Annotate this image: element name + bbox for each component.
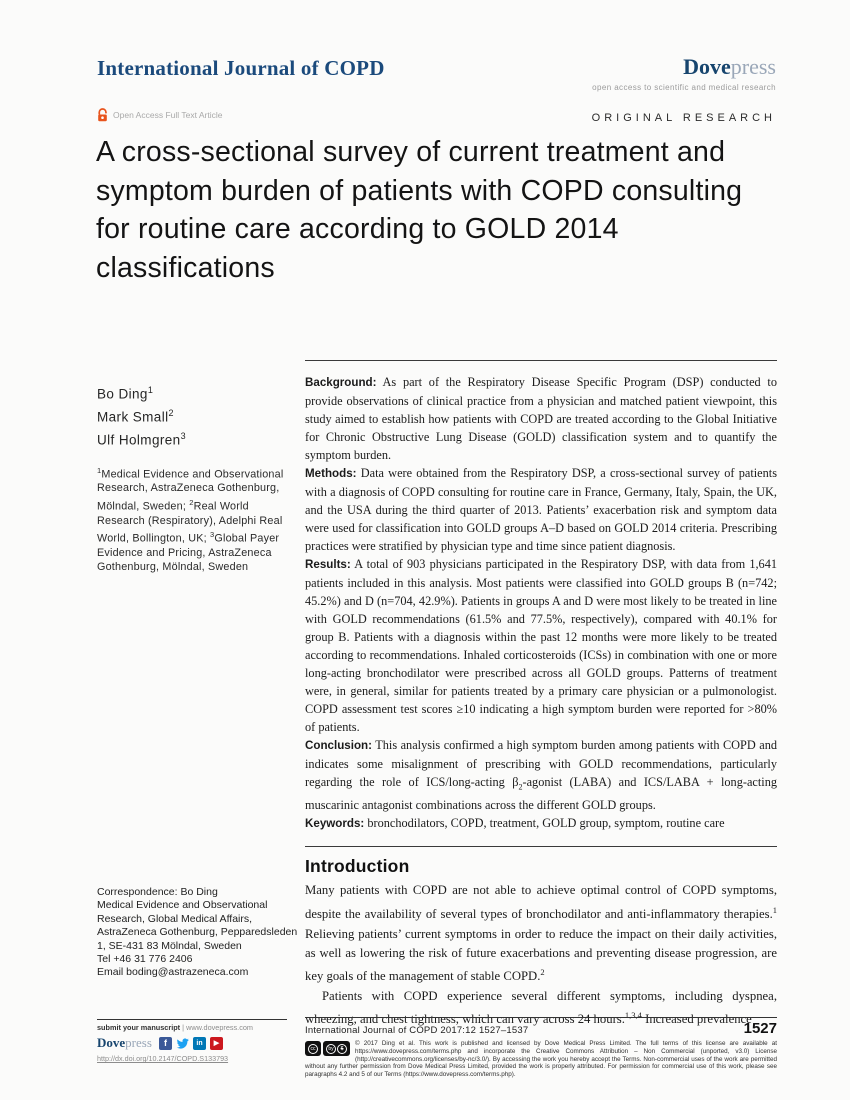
abstract-background: Background: As part of the Respiratory Disease Specific Program (DSP) conducted to provide observations of clinical practice from a physician and matched patient viewpoint, this study aimed to establish how patients with COPD are treated according to the Global Initiative for Chronic Obstructive Lung Disease (GOLD) classification system and to quantify the symptom burden.	[305, 375, 777, 462]
author-name: Ulf Holmgren$^3$	[97, 431, 186, 448]
footer-right	[305, 1017, 777, 1079]
social-icons	[159, 1037, 223, 1050]
cc-license-badges	[305, 1041, 350, 1056]
youtube-icon[interactable]: ▶	[210, 1037, 223, 1050]
publisher-logo-dove: Dove	[683, 54, 731, 79]
publisher-tagline: open access to scientific and medical research	[592, 83, 776, 92]
correspondence-email[interactable]: Email boding@astrazeneca.com	[97, 966, 249, 979]
journal-citation: International Journal of COPD 2017:12 1527–1537	[305, 1025, 529, 1036]
cc-by-nc-icon: by $	[323, 1041, 350, 1056]
twitter-icon[interactable]	[176, 1037, 189, 1050]
doi-link[interactable]: http://dx.doi.org/10.2147/COPD.S133793	[97, 1054, 229, 1063]
citation-row	[305, 1020, 777, 1037]
license-block	[305, 1040, 777, 1079]
author-name: Bo Ding$^1$	[97, 385, 154, 402]
abstract-keywords: Keywords: bronchodilators, COPD, treatment, GOLD group, symptom, routine care	[305, 816, 725, 831]
footer-logo-row	[97, 1035, 287, 1051]
abstract-conclusion: Conclusion: This analysis confirmed a high symptom burden among patients with COPD and indicates some misalignment of prescribing with GOLD recommendations, particularly regarding the role of ICS/long-acting $\beta_2$-agonist (LABA) and ICS/LABA + long-acting muscarinic antagonist combinations across the different GOLD groups.	[305, 738, 777, 813]
main-column	[305, 360, 777, 1030]
article-title: A cross-sectional survey of current treatment and symptom burden of patients with COPD consulting for routine care according to GOLD 2014 classifications	[96, 136, 743, 284]
introduction-paragraph: Many patients with COPD are not able to achieve optimal control of COPD symptoms, despite the availability of several types of bronchodilator and anti-inflammatory therapies.$^1$ Relieving patients’ current symptoms in order to reduce the impact on their daily activities, as well as lowering the risk of future exacerbations and preventing disease progression, are key goals of the management of stable COPD.$^2$	[305, 883, 777, 984]
correspondence-name: Correspondence: Bo Ding	[97, 886, 218, 898]
publisher-logo	[683, 54, 776, 80]
reference-superscript: 1	[772, 904, 777, 915]
journal-name: International Journal of COPD	[97, 56, 385, 80]
open-access-lock-icon	[97, 108, 108, 122]
linkedin-icon[interactable]: in	[193, 1037, 206, 1050]
abstract-top-rule	[305, 360, 777, 361]
abstract-results: Results: A total of 903 physicians participated in the Respiratory DSP, with data from 1,641 patients included in this analysis. Most patients were classified into GOLD groups B (n=742; 45.2%) and D (n=704, 42.9%). Patients in groups A and D were most likely to be treated in line with GOLD recommendations (61.5% and 77.5%, respectively), compared with 40.1% for group B. Patients with a diagnosis within the past 12 months were more likely to be treated according to recommendations. Inhaled corticosteroids (ICSs) in combination with one or more long-acting bronchodilator were prescribed across all GOLD groups. Patterns of treatment were, in general, similar for patients treated by a primary care physician or a pulmonologist. COPD assessment test scores ≥10 indicating a high symptom burden were reported for >80% of patients.	[305, 557, 777, 734]
cc-icon: cc	[305, 1041, 321, 1056]
open-access-row	[97, 108, 222, 122]
author-list	[97, 381, 297, 450]
reference-superscript: 2	[540, 967, 545, 978]
section-divider-rule	[305, 846, 777, 847]
facebook-icon[interactable]: f	[159, 1037, 172, 1050]
submit-manuscript-link[interactable]: submit your manuscript	[97, 1023, 181, 1032]
introduction-heading: Introduction	[305, 856, 410, 877]
license-text: © 2017 Ding et al. This work is published and licensed by Dove Medical Press Limited. The full terms of this license are available at https://www.dovepress.com/terms.php and incorporate the Creative Commons Attribution – Non Commercial (unported, v3.0) License (http://creativecommons.org/licenses/by-nc/3.0/). By accessing the work you hereby accept the Terms. Non-commercial uses of the work are permitted without any further permission from Dove Medical Press Limited, provided the work is properly attributed. For permission for commercial use of this work, please see paragraphs 4.2 and 5 of our Terms (https://www.dovepress.com/terms.php).	[305, 1040, 777, 1079]
introduction-paragraph: Patients with COPD experience several different symptoms, including dyspnea, wheezing, and chest tightness, which can vary across 24 hours.$^{1,3,4}$ Increased prevalence	[305, 988, 777, 1027]
affiliations: $^1$Medical Evidence and Observational Research, AstraZeneca Gothenburg, Mölndal, Sweden; $^2$Real World Research (Respiratory), Adelphi Real World, Bollington, UK; $^3$Global Payer Evidence and Pricing, AstraZeneca Gothenburg, Mölndal, Sweden	[97, 466, 284, 573]
submit-manuscript-line: submit your manuscript | www.dovepress.com	[97, 1023, 253, 1032]
publisher-logo-press: press	[730, 54, 776, 79]
correspondence-address: Medical Evidence and Observational Research, Global Medical Affairs, AstraZeneca Gothenburg, Pepparedsleden 1, SE-431 83 Mölndal, Sweden	[97, 899, 298, 952]
abstract-methods: Methods: Data were obtained from the Respiratory DSP, a cross-sectional survey of patients with a diagnosis of COPD consulting for routine care in France, Germany, Italy, Spain, the UK, and the USA during the third quarter of 2013. Patients’ exacerbation risk and symptom data were used for classification into GOLD groups A–D based on GOLD 2014 criteria. Prescribing practices were stratified by physician type and time since patient diagnosis.	[305, 466, 777, 553]
author-name: Mark Small$^2$	[97, 408, 174, 425]
footer-left	[97, 1019, 287, 1063]
open-access-label: Open Access Full Text Article	[113, 110, 223, 120]
dovepress-footer-logo: Dovepress	[97, 1035, 152, 1050]
reference-superscript: 1,3,4	[624, 1010, 642, 1021]
correspondence-tel: Tel +46 31 776 2406	[97, 953, 193, 966]
left-column	[97, 381, 297, 574]
page-number: 1527	[743, 1020, 777, 1037]
dovepress-url-link[interactable]: www.dovepress.com	[186, 1023, 253, 1032]
correspondence-block	[97, 886, 303, 980]
abstract	[305, 373, 777, 833]
article-type-label: ORIGINAL RESEARCH	[591, 112, 776, 124]
